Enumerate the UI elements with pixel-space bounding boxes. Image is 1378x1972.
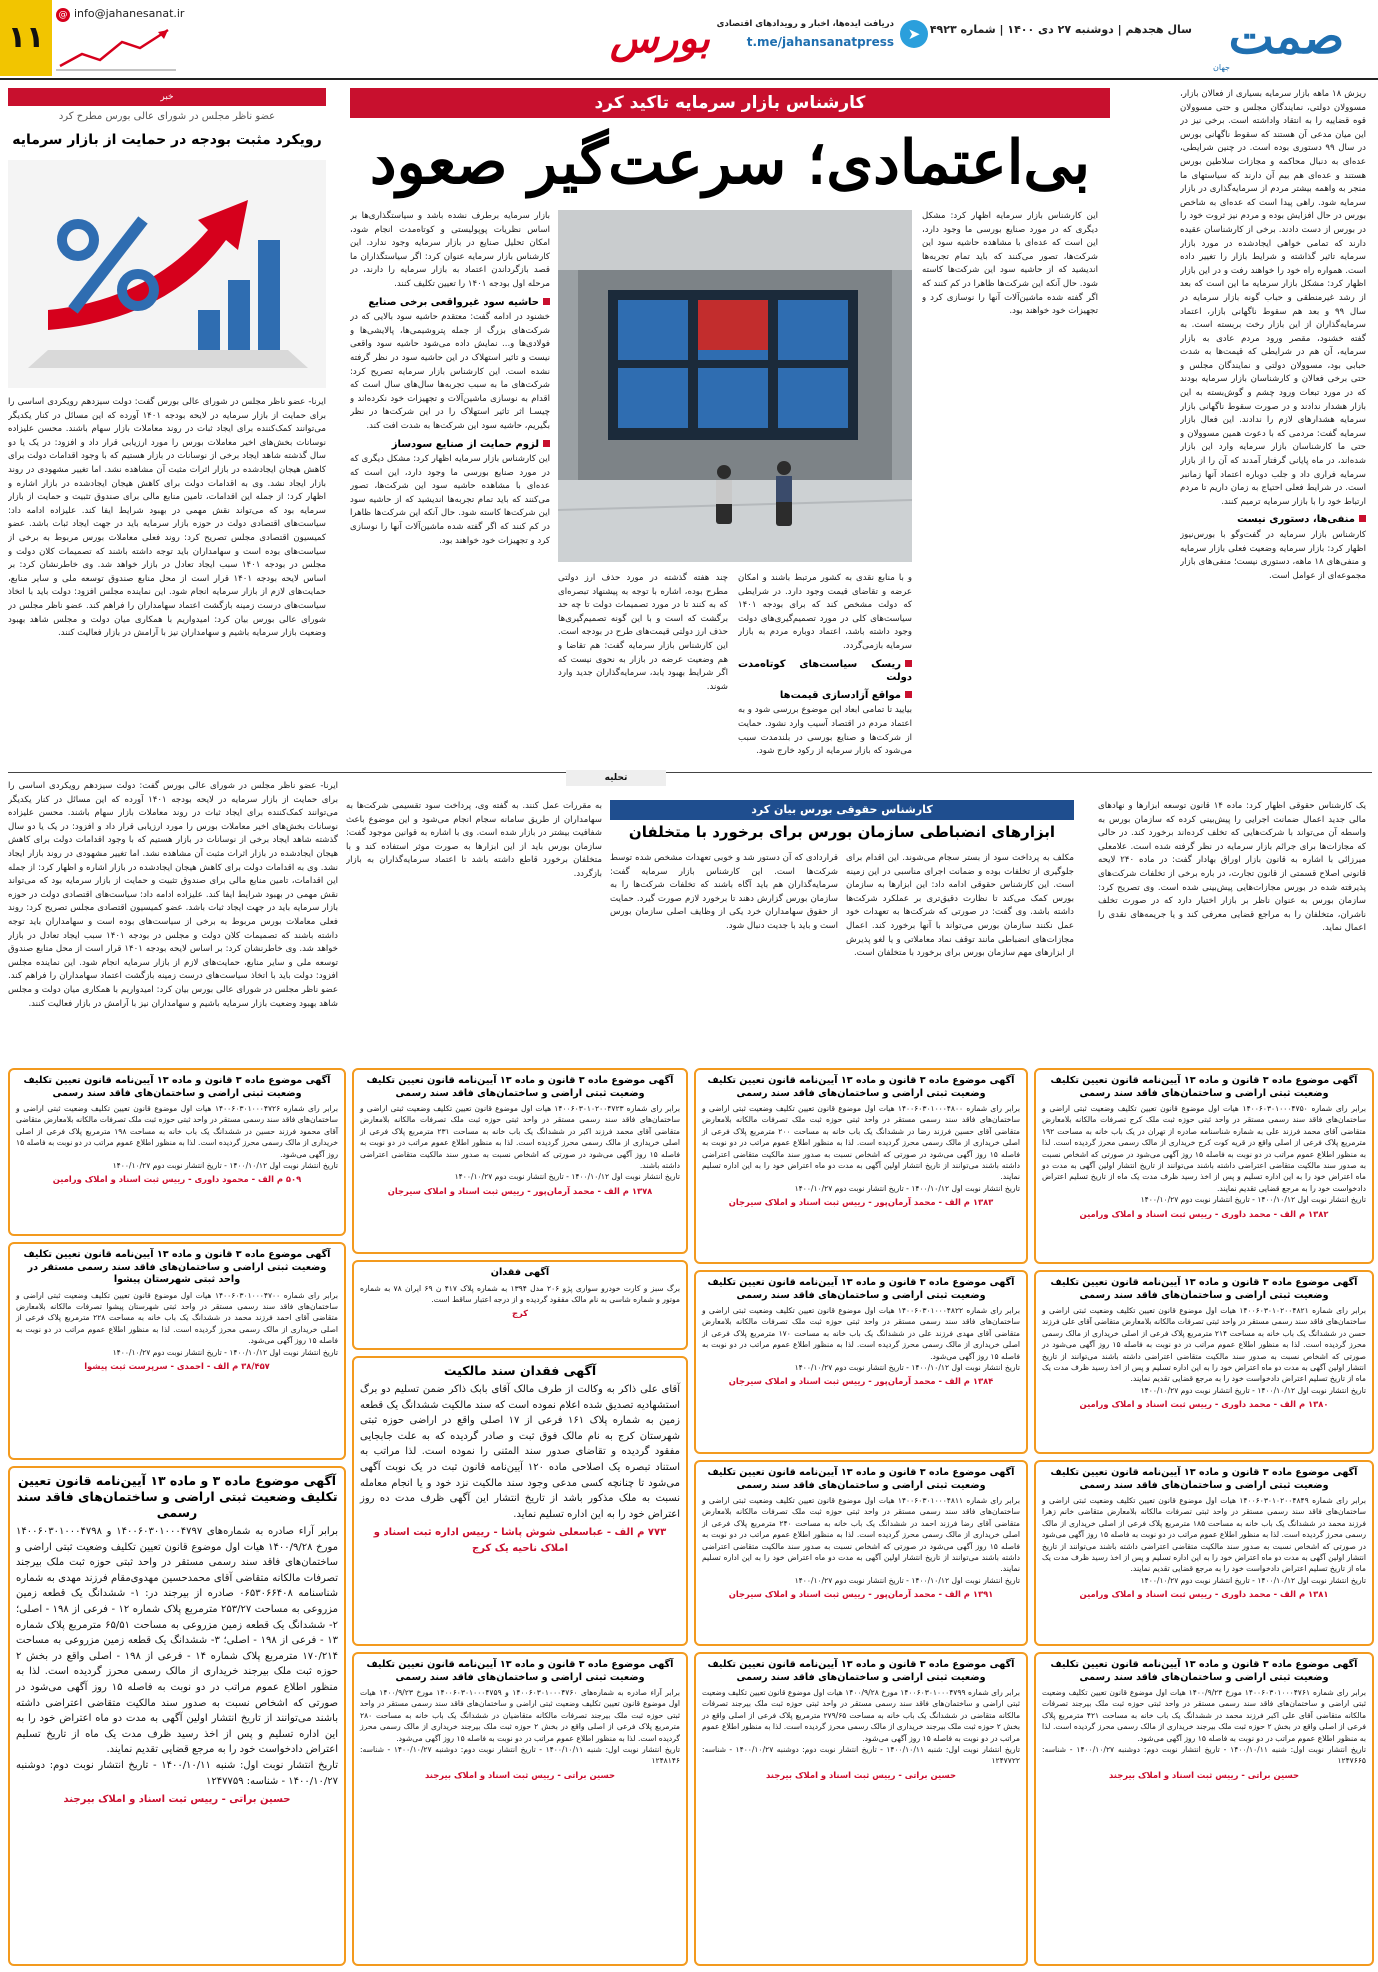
main-col5-text: این کارشناس بازار سرمایه اظهار کرد: مشکل دیگری که در مورد صنایع بورسی ما وجود دارد، این است که عده‌ای با مشاهده حاشیه سود این شرکت‌ها، تصور می‌کنند که باید تمام تجربه‌ها اندیشید که از حاشیه سود این شرکت‌ها کاسته شود. حال آنکه این شرکت‌ها ظاهرا در کم کنند که اگر گفته شده ماشین‌آلات آنها را نوسازی کرد و تجهیزات خود خواهند بود. bbox=[922, 211, 1098, 317]
main-article-kicker: کارشناس بازار سرمایه تاکید کرد bbox=[350, 88, 1110, 118]
ad-notice-4 bbox=[694, 1068, 1028, 1264]
main-col1-subhead: منفی‌ها، دستوری نیست bbox=[1180, 513, 1366, 527]
telegram-promo[interactable] bbox=[716, 14, 928, 64]
ad-dates: تاریخ انتشار نوبت اول: شنبه ۱۴۰۰/۱۰/۱۱ - تاریخ انتشار نوبت دوم: دوشنبه ۱۴۰۰/۱۰/۲۷ - شناسه: ۱۲۴۷۷۵۹ bbox=[16, 1759, 338, 1787]
ad-title: آگهی موضوع ماده ۳ و ماده ۱۳ آیین‌نامه قانون تعیین تکلیف وضعیت ثبتی اراضی و ساختمان‌های فاقد سند رسمی bbox=[16, 1473, 338, 1520]
side-article-label: خبر bbox=[8, 88, 326, 106]
main-article-col-3 bbox=[558, 572, 728, 762]
ad-notice-8 bbox=[8, 1068, 346, 1236]
opinion-col-1 bbox=[1098, 800, 1366, 1062]
ad-footer: حسین براتی - رییس ثبت اسناد و املاک بیرجند bbox=[765, 1769, 957, 1780]
ad-notice-7 bbox=[352, 1068, 688, 1254]
masthead bbox=[0, 0, 1378, 80]
ad-title: آگهی موضوع ماده ۳ قانون و ماده ۱۳ آیین‌نامه قانون تعیین تکلیف وضعیت ثبتی اراضی و ساختمان‌های فاقد سند رسمی bbox=[1050, 1277, 1358, 1301]
ad-body: برابر رای شماره ۱۴۰۰۶۰۳۰۱۰۰۰۴۸۰۰ هیات اول موضوع قانون تعیین تکلیف وضعیت ثبتی اراضی و ساختمان‌های فاقد سند رسمی مستقر در واحد ثبتی حوزه ثبت ملک تصرفات مالکانه بلامعارض متقاضی آقای حسین فرزند رضا در ششدانگ یک باب خانه به مساحت ۲۰۰ مترمربع پلاک فرعی از اصلی خریداری از مالک رسمی محرز گردیده است. لذا به منظور اطلاع عموم مراتب در دو نوبت به فاصله ۱۵ روز آگهی می‌شود در صورتی که اشخاص نسبت به صدور سند مالکیت متقاضی اعتراضی داشته باشند می‌توانند از تاریخ انتشار اولین آگهی به مدت دو ماه اعتراض خود را به این اداره تسلیم نمایند. bbox=[702, 1104, 1020, 1182]
ad-body: برابر رای شماره ۱۴۰۰۶۰۳۰۱۰۲۰۰۴۷۲۳ هیات اول موضوع قانون تعیین تکلیف وضعیت ثبتی اراضی و ساختمان‌های فاقد سند رسمی مستقر در واحد ثبتی حوزه ثبت ملک تصرفات مالکانه بلامعارض متقاضی آقای محمد فرزند اکبر در ششدانگ یک باب خانه به مساحت ۲۳۱ مترمربع پلاک فرعی از اصلی خریداری از مالک رسمی محرز گردیده است. لذا به منظور اطلاع عموم مراتب در دو نوبت به فاصله ۱۵ روز آگهی می‌شود در صورتی که اشخاص نسبت به صدور سند مالکیت متقاضی اعتراضی داشته باشند. bbox=[360, 1104, 680, 1171]
ad-footer: ۱۳۷۸ م الف - محمد آرمان‌پور - رییس ثبت اسناد و املاک سیرجان bbox=[387, 1185, 653, 1196]
email-contact[interactable] bbox=[56, 6, 306, 24]
ad-title: آگهی فقدان سند مالکیت bbox=[443, 1363, 597, 1378]
ad-body: برابر رای شماره ۱۴۰۰۶۰۳۰۱۰۲۰۰۴۸۴۹ هیات اول موضوع قانون تعیین تکلیف وضعیت ثبتی اراضی و ساختمان‌های فاقد سند رسمی مستقر در واحد ثبتی تصرفات مالکانه بلامعارض متقاضی خانم زهرا فرزند محمد در ششدانگ یک باب خانه به مساحت ۱۸۵ مترمربع پلاک فرعی از اصلی خریداری از مالک رسمی محرز گردیده است. لذا به منظور اطلاع عموم مراتب در دو نوبت به فاصله ۱۵ روز آگهی می‌شود در صورتی که اشخاص نسبت به صدور سند مالکیت متقاضی اعتراضی داشته باشند می‌توانند از تاریخ انتشار اولین آگهی به مدت دو ماه اعتراض خود را به این اداره تسلیم و پس از اخذ رسید ظرف مدت یک ماه از تاریخ تسلیم اعتراض دادخواست خود را به مرجع قضایی تقدیم نمایند. bbox=[1042, 1496, 1366, 1574]
side-article-text: ایرنا- عضو ناظر مجلس در شورای عالی بورس گفت: دولت سیزدهم رویکردی اساسی را برای حمایت از بازار سرمایه در لایحه بودجه ۱۴۰۱ آورده که این مسائل در کنار یکدیگر می‌توانند کمک‌کننده برای ایجاد ثبات در روند معاملات بازار سهام باشند. محسن علیزاده نوسانات بخش‌های اخیر معاملات بورس را مورد ارزیابی قرار داد و افزود: در یک یا دو سال گذشته شاهد ایجاد برخی از نوسانات در بازار هستیم که با وجود اقدامات دولت برای کاهش هیجان ایجادشده در بازار اثرات مثبت آن مشاهده نشد. اما تغییر مشهودی در روند بازار ایجاد نشد. وی به اقدامات دولت برای کاهش هیجان ایجادشده در بازار اشاره و اظهار کرد: از جمله این اقدامات، تامین منابع مالی برای صندوق تثبیت و حمایت از بازار سرمایه بود که می‌تواند نقش مهمی در بهبود شرایط ایفا کند. علیزاده ادامه داد: سیاست‌های اقتصادی دولت در حوزه بازار سرمایه باید در جهت ایجاد ثبات باشد. عضو کمیسیون اقتصادی مجلس تصریح کرد: روند فعلی معاملات بورس مربوط به برخی از سیاست‌های بوده است و سهامداران باید توجه داشته باشند که تصمیمات کلان دولت و مجلس در بودجه ۱۴۰۱ سبب ایجاد تعادل در بازار خواهد شد. وی خاطرنشان کرد: بر اساس لایحه بودجه ۱۴۰۱ قرار است از محل منابع صندوق توسعه ملی و سایر منابع، حمایت‌های لازم از بازار سرمایه انجام شود. این نماینده مجلس افزود: دولت باید با اتخاذ سیاست‌های درست زمینه بازگشت اعتماد سهامداران را فراهم کند. عضو ناظر مجلس در شورای عالی بورس بیان کرد: امیدواریم با همکاری میان دولت و مجلس شاهد بهبود وضعیت بازار سرمایه باشیم و سهامداران نیز با آرامش در بازار فعالیت کنند. bbox=[8, 397, 326, 639]
ad-title: آگهی موضوع ماده ۳ قانون و ماده ۱۳ آیین‌نامه قانون تعیین تکلیف وضعیت ثبتی اراضی و ساختمان‌های فاقد سند رسمی bbox=[707, 1467, 1015, 1491]
ad-body: برابر آراء صادره به شماره‌های ۱۴۰۰۶۰۳۰۱۰۰۰۴۷۶۰ و ۱۴۰۰۶۰۳۰۱۰۰۰۴۷۵۹ مورخ ۱۴۰۰/۹/۲۳ هیات اول موضوع قانون تعیین تکلیف وضعیت ثبتی اراضی و ساختمان‌های فاقد سند رسمی مستقر در واحد ثبتی حوزه ثبت ملک بیرجند تصرفات مالکانه متقاضیان در ششدانگ یک باب خانه به مساحت ۲۸۰ مترمربع پلاک فرعی از اصلی واقع در بخش ۲ حوزه ثبت ملک بیرجند خریداری از مالک رسمی محرز گردیده است. لذا به منظور اطلاع عموم مراتب در دو نوبت به فاصله ۱۵ روز آگهی می‌شود. bbox=[360, 1688, 681, 1743]
stock-exchange-photo bbox=[558, 210, 912, 562]
main-col4-text: و با منابع نقدی به کشور مرتبط باشند و امکان عرضه و تقاضای قیمت وجود دارد. در شرایطی که دولت مشخص کند که برای بودجه ۱۴۰۱ سیاست‌های کلی در مورد تصمیم‌گیری‌های دولت وجود داشته باشد، اعتماد دوباره مردم به بازار سرمایه بازمی‌گردد. bbox=[738, 573, 912, 651]
ad-footer: ۱۳۹۱ م الف - محمد آرمان‌پور - رییس ثبت اسناد و املاک سیرجان bbox=[728, 1589, 994, 1600]
ad-dates: تاریخ انتشار نوبت اول: شنبه ۱۴۰۰/۱۰/۱۱ - تاریخ انتشار نوبت دوم: دوشنبه ۱۴۰۰/۱۰/۲۷ - شناسه: ۱۲۴۷۶۶۵ bbox=[1042, 1745, 1366, 1766]
ad-notice-5 bbox=[694, 1270, 1028, 1454]
opinion-title: ابزارهای انضباطی سازمان بورس برای برخورد با متخلفان bbox=[628, 823, 1056, 841]
side-article-continued-text: ایرنا- عضو ناظر مجلس در شورای عالی بورس گفت: دولت سیزدهم رویکردی اساسی را برای حمایت از بازار سرمایه در لایحه بودجه ۱۴۰۱ آورده که این مسائل در کنار یکدیگر می‌توانند کمک‌کننده برای ایجاد ثبات در روند معاملات بازار سهام باشند. محسن علیزاده نوسانات بخش‌های اخیر معاملات بورس را مورد ارزیابی قرار داد و افزود: در یک یا دو سال گذشته شاهد ایجاد برخی از نوسانات در بازار هستیم که با وجود اقدامات دولت برای کاهش هیجان ایجادشده در بازار اثرات مثبت آن مشاهده نشد. اما تغییر مشهودی در روند بازار ایجاد نشد. وی به اقدامات دولت برای کاهش هیجان ایجادشده در بازار اشاره و اظهار کرد: از جمله این اقدامات، تامین منابع مالی برای صندوق تثبیت و حمایت از بازار سرمایه بود که می‌تواند نقش مهمی در بهبود شرایط ایفا کند. علیزاده ادامه داد: سیاست‌های اقتصادی دولت در حوزه بازار سرمایه باید در جهت ایجاد ثبات باشد. عضو کمیسیون اقتصادی مجلس تصریح کرد: روند فعلی معاملات بورس مربوط به برخی از سیاست‌های بوده است و سهامداران باید توجه داشته باشند که تصمیمات کلان دولت و مجلس در بودجه ۱۴۰۱ سبب ایجاد تعادل در بازار خواهد شد. وی خاطرنشان کرد: بر اساس لایحه بودجه ۱۴۰۱ قرار است از محل منابع صندوق توسعه ملی و سایر منابع، حمایت‌های لازم از بازار سرمایه انجام شود. این نماینده مجلس افزود: دولت باید با اتخاذ سیاست‌های درست زمینه بازگشت اعتماد سهامداران را فراهم کند. عضو ناظر مجلس در شورای عالی بورس بیان کرد: امیدواریم با همکاری میان دولت و مجلس شاهد بهبود وضعیت بازار سرمایه باشیم و سهامداران نیز با آرامش در بازار فعالیت کنند. bbox=[8, 781, 338, 1009]
ad-notice-birjand-3 bbox=[1034, 1652, 1374, 1966]
ad-title: آگهی موضوع ماده ۳ قانون و ماده ۱۳ آیین‌نامه قانون تعیین تکلیف وضعیت ثبتی اراضی و ساختمان‌های فاقد سند رسمی bbox=[707, 1659, 1015, 1683]
main-col1-text: ریزش ۱۸ ماهه بازار سرمایه بسیاری از فعالان بازار، مسوولان دولتی، نمایندگان مجلس و حتی مسوولان قوه قضاییه را به انتقاد واداشته است. برخی نیز در این میان مدعی آن هستند که سقوط ناگهانی بورس در سال ۹۹ دستوری بوده است. در چنین شرایطی، عده‌ای به دنبال محاکمه و مجازات سلاطین بورس هستند و عده‌ای هم بیم آن دارند که سیاستهای ما منجر به واهمه بیشتر مردم از سرمایه‌گذاری در بازار سرمایه شود. راهی پیدا است که عده‌ای به شاخص بورس در حال افزایش بوده و مردم نیز ثروت خود را در بورس از دست دادند. برخی از کارشناسان عقیده دارند که تمامی خواهی ایجادشده در مورد بازار سرمایه تاثیر گذاشته و شرایط بازار را تغییر داده است. همواره راه خود را خواهند رفت و در این بازار اظهار کرد: مشکل بازار سرمایه ما این است که بعد از رشد غیرمنطقی و حباب گونه بازار سرمایه در سال ۹۹ و بعد هم سقوط ناگهانی بازار، اعتماد سرمایه‌گذاران از این بازار رخت بربسته است. به گفته خشنود، مقصر ورود مردم عادی به بازار سرمایه، آن هم در شرایطی که قیمت‌ها به شدت حبابی بود، مسوولان دولتی و نمایندگان مجلس و حتی برخی فعالان و کارشناسان بازار سرمایه بودند که در مورد تبعات ورود چشم و گوش‌بسته به این بازار هشدار ندادند و در صورت سقوط ناگهانی بازار سرمایه هشدارهای لازم را ندادند. این فعال بازار سرمایه گفت: مردمی که با دعوت همین مسوولان و حتی ما کارشناسان بازار سرمایه وارد این بازار شده‌اند، در ماه پایانی گرفتار آمدند که آن را از بازار سرمایه فراری داد و جلب دوباره اعتماد آنها زمانبر است. در شرایط فعلی احتیاج به زمان داریم تا مردم ارتباط خود را با بازار سرمایه ترمیم کنند. bbox=[1180, 89, 1366, 507]
ad-footer: ۱۳۸۴ م الف - محمد آرمان‌پور - رییس ثبت اسناد و املاک سیرجان bbox=[728, 1376, 994, 1387]
opinion-col2-text: مکلف به پرداخت سود از بستر سجام می‌شوند. این اقدام برای جلوگیری از تخلفات بوده و ضمانت اجرای مناسبی در این زمینه است. این کارشناس حقوقی ادامه داد: این ابزارها به سازمان بورس کمک می‌کند تا نظارت دقیق‌تری بر عملکرد شرکت‌ها داشته باشد. وی گفت: در صورتی که شرکت‌ها به تعهدات خود عمل نکنند سازمان بورس می‌تواند با آنها برخورد کند. اعمال مجازات‌های انضباطی مانند توقف نماد معاملاتی و یا لغو پذیرش از ابزارهای مهم سازمان بورس برای برخورد با متخلفان است. bbox=[846, 853, 1074, 959]
main-article-col-1 bbox=[1180, 88, 1366, 768]
section-divider bbox=[8, 772, 1372, 773]
ad-body: برابر رای شماره ۱۴۰۰۶۰۳۰۱۰۰۰۴۷۵۰ هیات اول موضوع قانون تعیین تکلیف وضعیت ثبتی اراضی و ساختمان‌های فاقد سند رسمی مستقر در واحد ثبتی حوزه ثبت ملک کرج تصرفات مالکانه بلامعارض متقاضی آقای محمد فرزند علی به شماره شناسنامه صادره از تهران در یک باب خانه به مساحت ۱۹۲ مترمربع پلاک فرعی از اصلی واقع در قریه کوت کرج خریداری از مالک رسمی محرز گردیده است. لذا به منظور اطلاع عموم مراتب در دو نوبت به فاصله ۱۵ روز آگهی می‌شود در صورتی که اشخاص نسبت به صدور سند مالکیت متقاضی اعتراضی داشته باشند می‌توانند از تاریخ انتشار اولین آگهی به مدت دو ماه اعتراض خود را به این اداره تسلیم و پس از اخذ رسید ظرف مدت یک ماه از تاریخ تسلیم اعتراض دادخواست خود را به مرجع قضایی تقدیم نمایند. bbox=[1042, 1104, 1366, 1193]
main-col2-subhead-1: حاشیه سود غیرواقعی برخی صنایع bbox=[350, 296, 550, 310]
main-article-col-4 bbox=[738, 572, 912, 762]
ad-body: برابر رای شماره ۱۴۰۰۶۰۳۰۱۰۰۰۴۸۲۲ هیات اول موضوع قانون تعیین تکلیف وضعیت ثبتی اراضی و ساختمان‌های فاقد سند رسمی مستقر در واحد ثبتی حوزه ثبت ملک تصرفات مالکانه بلامعارض متقاضی آقای مهدی فرزند علی در ششدانگ یک باب خانه به مساحت ۱۷۰ مترمربع پلاک فرعی از اصلی خریداری از مالک رسمی محرز گردیده است. لذا به منظور اطلاع عموم مراتب در دو نوبت به فاصله ۱۵ روز آگهی می‌شود. bbox=[702, 1306, 1021, 1361]
ad-title: آگهی موضوع ماده ۳ قانون و ماده ۱۳ آیین‌نامه قانون تعیین تکلیف وضعیت ثبتی اراضی و ساختمان‌های فاقد سند رسمی مستقر در واحد ثبتی شهرستان پیشوا bbox=[23, 1249, 331, 1285]
ad-notice-birjand-2 bbox=[694, 1652, 1028, 1966]
ad-dates: تاریخ انتشار نوبت اول: شنبه ۱۴۰۰/۱۰/۱۱ - تاریخ انتشار نوبت دوم: دوشنبه ۱۴۰۰/۱۰/۲۷ - شناسه: ۱۲۴۷۷۲۲ bbox=[702, 1745, 1020, 1766]
ad-footer: ۱۳۸۱ م الف - محمد داوری - رییس ثبت اسناد و املاک ورامین bbox=[1079, 1589, 1329, 1600]
main-col4-subhead-1: ریسک سیاست‌های کوتاه‌مدت دولت bbox=[738, 658, 912, 684]
opinion-col-2 bbox=[846, 852, 1074, 1062]
main-col4-p3: بیایید تا تمامی ابعاد این موضوع بررسی شود و به اعتماد مردم در اقتصاد آسیب وارد نشود. حمایت از شرکت‌ها و صنایع بورسی در بلندمدت سبب می‌شود که بازار سرمایه از رکود خارج شود. bbox=[738, 705, 912, 757]
ad-body: برابر رای شماره ۱۴۰۰۶۰۳۰۱۰۰۰۴۷۰۰ هیات اول موضوع قانون تعیین تکلیف وضعیت ثبتی اراضی و ساختمان‌های فاقد سند رسمی مستقر در واحد ثبتی شهرستان پیشوا تصرفات مالکانه بلامعارض متقاضی آقای احمد فرزند محمد در ششدانگ یک باب خانه به مساحت ۲۲۸ مترمربع پلاک فرعی از اصلی خریداری از مالک رسمی محرز گردیده است. لذا به منظور اطلاع عموم مراتب در دو نوبت به فاصله ۱۵ روز آگهی می‌شود. bbox=[16, 1290, 338, 1346]
opinion-label: تحلیه bbox=[566, 770, 666, 786]
ad-body: برابر رای شماره ۱۴۰۰۶۰۳۰۱۰۰۰۴۷۲۶ هیات اول موضوع قانون تعیین تکلیف وضعیت ثبتی اراضی و ساختمان‌های فاقد سند رسمی مستقر در واحد ثبتی حوزه ثبت ملک تصرفات مالکانه بلامعارض متقاضی آقای محمود فرزند حسین در ششدانگ یک باب خانه به مساحت ۱۹۸ مترمربع پلاک فرعی از اصلی خریداری از مالک رسمی محرز گردیده است. لذا به منظور اطلاع عموم مراتب در دو نوبت به فاصله ۱۵ روز آگهی می‌شود. bbox=[16, 1104, 338, 1159]
ad-notice-9 bbox=[8, 1242, 346, 1460]
telegram-icon: ➤ bbox=[900, 20, 928, 48]
ad-notice-2 bbox=[1034, 1270, 1374, 1454]
main-col4-subhead-2: مواقع آزادسازی قیمت‌ها bbox=[738, 689, 912, 703]
main-article-col-2 bbox=[350, 210, 550, 762]
main-col2-p3: این کارشناس بازار سرمایه اظهار کرد: مشکل دیگری که در مورد صنایع بورسی ما وجود دارد، این است که عده‌ای با مشاهده حاشیه سود این شرکت‌ها، تصور می‌کنند که باید تمام تجربه‌ها اندیشید که از حاشیه سود این شرکت‌ها کاسته شود. حال آنکه این شرکت‌ها ظاهرا در کم کنند که اگر گفته شده ماشین‌آلات آنها را نوسازی کرد و تجهیزات خود خواهند بود. bbox=[350, 454, 550, 546]
opinion-kicker: کارشناس حقوقی بورس بیان کرد bbox=[610, 800, 1074, 820]
main-col2-text: بازار سرمایه برطرف نشده باشد و سیاستگذاری‌ها بر اساس نظریات پوپولیستی و کوتاه‌مدت انجام شود، امکان تحلیل صنایع در بازار سرمایه وجود ندارد. این کارشناس بازار سرمایه عنوان کرد: اگر سیاستگذاران ما قصد بازگرداندن اعتماد به بازار سرمایه را دارند، در مرحله اول بودجه ۱۴۰۱ را تعیین تکلیف کنند. bbox=[350, 211, 550, 289]
ad-body: برگ سبز و کارت خودرو سواری پژو ۲۰۶ مدل ۱۳۹۴ به شماره پلاک ۴۱۷ ن ۶۹ ایران ۷۸ به شماره موتور و شماره شاسی به نام مالک مفقود گردیده و از درجه اعتبار ساقط است. bbox=[360, 1283, 680, 1304]
ad-title: آگهی موضوع ماده ۳ قانون و ماده ۱۳ آیین‌نامه قانون تعیین تکلیف وضعیت ثبتی اراضی و ساختمان‌های فاقد سند رسمی bbox=[366, 1075, 674, 1099]
mail-icon: @ bbox=[56, 8, 70, 22]
main-article-title: بی‌اعتمادی؛ سرعت‌گیر صعود bbox=[369, 128, 1091, 198]
ad-footer: ۷۷۳ م الف - عباسعلی شوش پاشا - رییس اداره ثبت اسناد و املاک ناحیه یک کرج bbox=[373, 1527, 667, 1554]
ad-title: آگهی فقدان bbox=[490, 1267, 550, 1278]
opinion-col3-text: قراردادی که آن دستور شد و خوبی تعهدات مشخص شده توسط شرکت‌ها است. این کارشناس بازار سرمایه گفت: سرمایه‌گذاران هم باید آگاه باشند که تخلفات شرکت‌ها را به سازمان بورس گزارش دهند تا برخورد لازم صورت گیرد. حمایت از حقوق سهامداران خرد یکی از وظایف اصلی سازمان بورس است و باید با جدیت دنبال شود. bbox=[610, 853, 838, 931]
section-title: بورس bbox=[610, 15, 710, 62]
telegram-link[interactable]: t.me/jahansanatpress bbox=[746, 35, 894, 49]
ad-dates: تاریخ انتشار نوبت اول ۱۴۰۰/۱۰/۱۲ - تاریخ انتشار نوبت دوم ۱۴۰۰/۱۰/۲۷ bbox=[1140, 1575, 1366, 1585]
ad-dates: تاریخ انتشار نوبت اول ۱۴۰۰/۱۰/۱۲ - تاریخ انتشار نوبت دوم ۱۴۰۰/۱۰/۲۷ bbox=[794, 1183, 1020, 1193]
ad-body: برابر رای شماره ۱۴۰۰۶۰۳۰۱۰۰۰۴۸۱۱ هیات اول موضوع قانون تعیین تکلیف وضعیت ثبتی اراضی و ساختمان‌های فاقد سند رسمی مستقر در واحد ثبتی حوزه ثبت ملک تصرفات مالکانه بلامعارض متقاضی آقای رضا فرزند احمد در ششدانگ یک باب خانه به مساحت ۲۴۰ مترمربع پلاک فرعی از اصلی خریداری از مالک رسمی محرز گردیده است. لذا به منظور اطلاع عموم مراتب در دو نوبت به فاصله ۱۵ روز آگهی می‌شود در صورتی که اشخاص نسبت به صدور سند مالکیت متقاضی اعتراضی داشته باشند می‌توانند از تاریخ انتشار اولین آگهی به مدت دو ماه اعتراض خود را به این اداره تسلیم نمایند. bbox=[702, 1496, 1021, 1574]
main-col2-subhead-2: لزوم حمایت از صنایع سودساز bbox=[350, 438, 550, 452]
trend-chart-icon bbox=[56, 26, 176, 72]
side-article-body bbox=[8, 396, 326, 766]
ad-footer: ۱۳۸۳ م الف - محمد آرمان‌پور - رییس ثبت اسناد و املاک سیرجان bbox=[728, 1197, 994, 1208]
email-address[interactable]: info@jahanesanat.ir bbox=[74, 7, 185, 20]
side-article-title: رویکرد مثبت بودجه در حمایت از بازار سرمایه bbox=[12, 132, 322, 148]
ad-lost-deed bbox=[352, 1356, 688, 1646]
ad-lost-card bbox=[352, 1260, 688, 1350]
opinion-col-3 bbox=[610, 852, 838, 1062]
ad-footer: کرج bbox=[511, 1308, 529, 1319]
ad-dates: تاریخ انتشار نوبت اول ۱۴۰۰/۱۰/۱۲ - تاریخ انتشار نوبت دوم ۱۴۰۰/۱۰/۲۷ bbox=[1140, 1195, 1366, 1205]
ad-body: برابر آراء صادره به شماره‌های ۱۴۰۰۶۰۳۰۱۰۰۰۴۷۹۷ و ۱۴۰۰۶۰۳۰۱۰۰۰۴۷۹۸ مورخ ۱۴۰۰/۹/۲۸ هیات اول موضوع قانون تعیین تکلیف وضعیت ثبتی اراضی و ساختمان‌های فاقد سند رسمی مستقر در واحد ثبتی حوزه ثبت ملک بیرجند تصرفات مالکانه متقاضی آقای محمدحسین مهدوی‌مقام فرزند مهدی به شماره شناسنامه ۰۶۵۳۰۶۶۴۰۸ صادره از بیرجند در: ۱- ششدانگ یک قطعه زمین مزروعی به مساحت ۲۵۳/۲۷ مترمربع پلاک شماره ۱۲ - فرعی از ۱۹۸ - اصلی؛ ۲- ششدانگ یک قطعه زمین مزروعی به مساحت ۶۵/۵۱ مترمربع پلاک شماره ۱۳ - فرعی از ۱۹۸ - اصلی؛ ۳- ششدانگ یک قطعه زمین مزروعی به مساحت ۱۷۰/۲۱۴ مترمربع پلاک شماره ۱۴ - فرعی از ۱۹۸ - اصلی واقع در بخش ۲ حوزه ثبت ملک بیرجند خریداری از مالک رسمی محرز گردیده است. لذا به منظور اطلاع عموم مراتب در دو نوبت به فاصله ۱۵ روز آگهی می‌شود در صورتی که اشخاص نسبت به صدور سند مالکیت متقاضی اعتراضی داشته باشند می‌توانند از تاریخ انتشار اولین آگهی به مدت دو ماه اعتراض خود را به این اداره تسلیم و پس از اخذ رسید ظرف مدت یک ماه از تاریخ تسلیم اعتراض دادخواست خود را به مرجع قضایی تقدیم نمایند. bbox=[16, 1526, 339, 1756]
ad-title: آگهی موضوع ماده ۳ قانون و ماده ۱۳ آیین‌نامه قانون تعیین تکلیف وضعیت ثبتی اراضی و ساختمان‌های فاقد سند رسمی bbox=[366, 1659, 674, 1683]
newspaper-logo[interactable] bbox=[1209, 10, 1364, 72]
opinion-col4-text: به مقررات عمل کنند. به گفته وی، پرداخت سود تقسیمی شرکت‌ها به سهامداران از طریق سامانه سجام انجام می‌شود و این موضوع باعث شفافیت بیشتر در بازار شده است. وی با اشاره به قوانین موجود گفت: سازمان بورس باید از این ابزارها به صورت موثر استفاده کند و با متخلفان برخورد قاطع داشته باشد تا اعتماد سرمایه‌گذاران به بازار بازگردد. bbox=[346, 801, 602, 879]
ad-title: آگهی موضوع ماده ۳ قانون و ماده ۱۳ آیین‌نامه قانون تعیین تکلیف وضعیت ثبتی اراضی و ساختمان‌های فاقد سند رسمی bbox=[707, 1075, 1015, 1099]
telegram-text: دریافت ایده‌ها، اخبار و رویدادهای اقتصادی bbox=[716, 19, 894, 29]
issue-info: سال هجدهم | دوشنبه ۲۷ دی ۱۴۰۰ | شماره ۴۹۲۳ bbox=[929, 23, 1192, 36]
ad-title: آگهی موضوع ماده ۳ قانون و ماده ۱۳ آیین‌نامه قانون تعیین تکلیف وضعیت ثبتی اراضی و ساختمان‌های فاقد سند رسمی bbox=[23, 1075, 331, 1099]
ad-notice-1 bbox=[1034, 1068, 1374, 1264]
ad-dates: تاریخ انتشار نوبت اول ۱۴۰۰/۱۰/۱۲ - تاریخ انتشار نوبت دوم ۱۴۰۰/۱۰/۲۷ bbox=[112, 1347, 338, 1357]
opinion-col1-text: یک کارشناس حقوقی اظهار کرد: ماده ۱۴ قانون توسعه ابزارها و نهادهای مالی جدید اعمال ضمانت اجرایی را پیش‌بینی کرده که سازمان بورس به واسطه آن می‌تواند با شرکت‌هایی که تخلف کرده‌اند برخورد کند. در حالی که مجازات‌ها برای جرائم بازار سرمایه در نظر گرفته شده است. علامعلی میرزائی با اشاره به قانون بازار اوراق بهادار گفت: در ماده ۲۴۰ لایحه قانونی اصلاح قسمتی از قانون تجارت، در باره برخی از تخلفات شرکت‌های پذیرفته شده در بورس مجازات‌هایی پیش‌بینی شده است. وی تصریح کرد: سازمان بورس به عنوان ناظر بر بازار اختیار دارد که در صورت تخلف ناشران، متخلفان را به مراجع قضایی معرفی کند و یا جریمه‌های نقدی را اعمال نماید. bbox=[1098, 801, 1366, 934]
ad-notice-3 bbox=[1034, 1460, 1374, 1646]
ad-dates: تاریخ انتشار نوبت اول ۱۴۰۰/۱۰/۱۲ - تاریخ انتشار نوبت دوم ۱۴۰۰/۱۰/۲۷ bbox=[1140, 1385, 1366, 1395]
ad-footer: حسین براتی - رییس ثبت اسناد و املاک بیرجند bbox=[1108, 1769, 1300, 1780]
ad-dates: تاریخ انتشار نوبت اول ۱۴۰۰/۱۰/۱۲ - تاریخ انتشار نوبت دوم ۱۴۰۰/۱۰/۲۷ bbox=[794, 1363, 1020, 1373]
percent-growth-graphic bbox=[8, 160, 326, 388]
ad-dates: تاریخ انتشار نوبت اول ۱۴۰۰/۱۰/۱۲ - تاریخ انتشار نوبت دوم ۱۴۰۰/۱۰/۲۷ bbox=[112, 1161, 338, 1171]
ad-dates: تاریخ انتشار نوبت اول: شنبه ۱۴۰۰/۱۰/۱۱ - تاریخ انتشار نوبت دوم: دوشنبه ۱۴۰۰/۱۰/۲۷ - شناسه: ۱۲۴۸۱۴۶ bbox=[360, 1745, 680, 1766]
ad-footer: حسین براتی - رییس ثبت اسناد و املاک بیرجند bbox=[424, 1769, 616, 1780]
side-article-continued bbox=[8, 780, 338, 1062]
ad-body: برابر رای شماره ۱۴۰۰۶۰۳۰۱۰۰۰۴۷۶۱ مورخ ۱۴۰۰/۹/۲۳ هیات اول موضوع قانون تعیین تکلیف وضعیت ثبتی اراضی و ساختمان‌های فاقد سند رسمی مستقر در واحد ثبتی حوزه ثبت ملک بیرجند تصرفات مالکانه متقاضی آقای علی اکبر فرزند محمد در ششدانگ یک باب خانه به مساحت ۴۲۱ مترمربع پلاک فرعی از اصلی واقع در بخش ۲ حوزه ثبت ملک بیرجند خریداری از مالک رسمی محرز گردیده است. لذا به منظور اطلاع عموم مراتب در دو نوبت به فاصله ۱۵ روز آگهی می‌شود. bbox=[1042, 1688, 1367, 1743]
ad-body: آقای علی ذاکر به وکالت از طرف مالک آقای بابک ذاکر ضمن تسلیم دو برگ استشهادیه تصدیق شده اعلام نموده است که سند مالکیت ششدانگ یک قطعه زمین به شماره پلاک ۱۶۱ فرعی از ۱۷ اصلی واقع در اراضی حوزه ثبتی شهرستان کرج به نام مالک فوق ثبت و صادر گردیده که به علت جابجایی مفقود گردیده و تقاضای صدور سند المثنی را نموده است. لذا مراتب به استناد تبصره یک اصلاحی ماده ۱۲۰ آیین‌نامه قانون ثبت در یک نوبت آگهی می‌شود تا چنانچه کسی مدعی وجود سند مالکیت نزد خود و یا انجام معامله نسبت به ملک مذکور باشد از تاریخ انتشار این آگهی ظرف مدت ده روز اعتراض خود را به این اداره تسلیم نماید. bbox=[360, 1384, 681, 1520]
ad-notice-birjand-1 bbox=[352, 1652, 688, 1966]
ad-dates: تاریخ انتشار نوبت اول ۱۴۰۰/۱۰/۱۲ - تاریخ انتشار نوبت دوم ۱۴۰۰/۱۰/۲۷ bbox=[794, 1575, 1020, 1585]
ad-title: آگهی موضوع ماده ۳ قانون و ماده ۱۳ آیین‌نامه قانون تعیین تکلیف وضعیت ثبتی اراضی و ساختمان‌های فاقد سند رسمی bbox=[1050, 1075, 1358, 1099]
main-article-col-5 bbox=[922, 210, 1098, 762]
ad-body: برابر رای شماره ۱۴۰۰۶۰۳۰۱۰۰۰۴۷۹۹ مورخ ۱۴۰۰/۹/۲۸ هیات اول موضوع قانون تعیین تکلیف وضعیت ثبتی اراضی و ساختمان‌های فاقد سند رسمی مستقر در واحد ثبتی حوزه ثبت ملک بیرجند تصرفات مالکانه متقاضی در ششدانگ یک باب خانه به مساحت ۲۷۹/۶۵ مترمربع پلاک فرعی از اصلی واقع در بخش ۲ حوزه ثبت ملک بیرجند خریداری از مالک رسمی محرز گردیده است. لذا به منظور اطلاع عموم مراتب در دو نوبت به فاصله ۱۵ روز آگهی می‌شود. bbox=[702, 1688, 1021, 1743]
ad-footer: ۱۳۸۲ م الف - محمد داوری - رییس ثبت اسناد و املاک ورامین bbox=[1079, 1208, 1329, 1219]
ad-title: آگهی موضوع ماده ۳ قانون و ماده ۱۳ آیین‌نامه قانون تعیین تکلیف وضعیت ثبتی اراضی و ساختمان‌های فاقد سند رسمی bbox=[1050, 1467, 1358, 1491]
ad-notice-birjand-large bbox=[8, 1466, 346, 1966]
ad-footer: ۵۰۹ م الف - محمود داوری - رییس ثبت اسناد و املاک ورامین bbox=[52, 1174, 302, 1185]
ad-footer: ۱۳۸۰ م الف - محمد داوری - رییس ثبت اسناد و املاک ورامین bbox=[1079, 1399, 1329, 1410]
ad-notice-6 bbox=[694, 1460, 1028, 1646]
side-article-kicker: عضو ناظر مجلس در شورای عالی بورس مطرح کرد bbox=[58, 111, 276, 122]
main-col3-text: چند هفته گذشته در مورد حذف ارز دولتی مطرح بوده، اشاره با توجه به پیشنهاد تبصره‌ای که به کنند تا در مورد تصمیمات دولت تا چه حد برگشت که است و با این گونه تصمیم‌گیری‌ها حذف ارز دولتی قیمت‌های طرح در بودجه است. این کارشناس بازار سرمایه گفت: هم تقاضا و هم وضعیت عرضه در بازار به نحوی نیست که اگر شرایط بهبود یابد، سرمایه‌گذاران جدید وارد شوند. bbox=[558, 573, 728, 692]
opinion-col-4 bbox=[346, 800, 602, 1062]
ad-dates: تاریخ انتشار نوبت اول ۱۴۰۰/۱۰/۱۲ - تاریخ انتشار نوبت دوم ۱۴۰۰/۱۰/۲۷ bbox=[454, 1172, 680, 1182]
main-col1-end: کارشناس بازار سرمایه در گفت‌وگو با بورس‌نیوز اظهار کرد: بازار سرمایه وضعیت فعلی بازار سرمایه و منفی‌های ۱۸ ماهه، دستوری نیست؛ منفی‌های بازار مجموعه‌ای از عوامل است. bbox=[1180, 530, 1366, 581]
ad-title: آگهی موضوع ماده ۳ قانون و ماده ۱۳ آیین‌نامه قانون تعیین تکلیف وضعیت ثبتی اراضی و ساختمان‌های فاقد سند رسمی bbox=[707, 1277, 1015, 1301]
ad-footer: حسین براتی - رییس ثبت اسناد و املاک بیرجند bbox=[63, 1794, 291, 1806]
page-number: ۱۱ bbox=[0, 0, 52, 76]
logo-tag: جهان bbox=[1213, 63, 1230, 73]
main-col2-p2: خشنود در ادامه گفت: معتقدم حاشیه سود بالایی که در شرکت‌های بزرگ از جمله پتروشیمی‌ها، پالایشی‌ها و فولادی‌ها و... نمایش داده می‌شود حاشیه سود واقعی نیست و تاثیر استهلاک در این حاشیه سود در نظر گرفته نشده است. این کارشناس بازار سرمایه تصریح کرد: شرکت‌های ما به سبب تجربه‌ها سال‌های سال است که اقدام به نوسازی ماشین‌آلات و تجهیزات خود نکرده‌اند و چیسـا اثر تاثیر استهلاک را در این شرکت‌ها در نظر بگیریم، حاشیه سود این شرکت‌ها به شدت افت کند. bbox=[350, 312, 550, 431]
ad-body: برابر رای شماره ۱۴۰۰۶۰۳۰۱۰۲۰۰۴۸۲۱ هیات اول موضوع قانون تعیین تکلیف وضعیت ثبتی اراضی و ساختمان‌های فاقد سند رسمی مستقر در واحد ثبتی تصرفات مالکانه بلامعارض متقاضی آقای علی فرزند حسن در ششدانگ یک باب خانه به مساحت ۲۱۴ مترمربع پلاک فرعی از اصلی خریداری از مالک رسمی محرز گردیده است. لذا به منظور اطلاع عموم مراتب در دو نوبت به فاصله ۱۵ روز آگهی می‌شود در صورتی که اشخاص نسبت به صدور سند مالکیت متقاضی اعتراضی داشته باشند می‌توانند از تاریخ انتشار اولین آگهی به مدت دو ماه اعتراض خود را به این اداره تسلیم و پس از اخذ رسید ظرف مدت یک ماه از تاریخ تسلیم اعتراض دادخواست خود را به مرجع قضایی تقدیم نمایند. bbox=[1042, 1306, 1366, 1384]
ad-title: آگهی موضوع ماده ۳ قانون و ماده ۱۳ آیین‌نامه قانون تعیین تکلیف وضعیت ثبتی اراضی و ساختمان‌های فاقد سند رسمی bbox=[1050, 1659, 1358, 1683]
logo-wordmark: صمت bbox=[1228, 9, 1345, 65]
ad-footer: ۳۸/۴۵۷ م الف - احمدی - سرپرست ثبت پیشوا bbox=[84, 1360, 270, 1371]
